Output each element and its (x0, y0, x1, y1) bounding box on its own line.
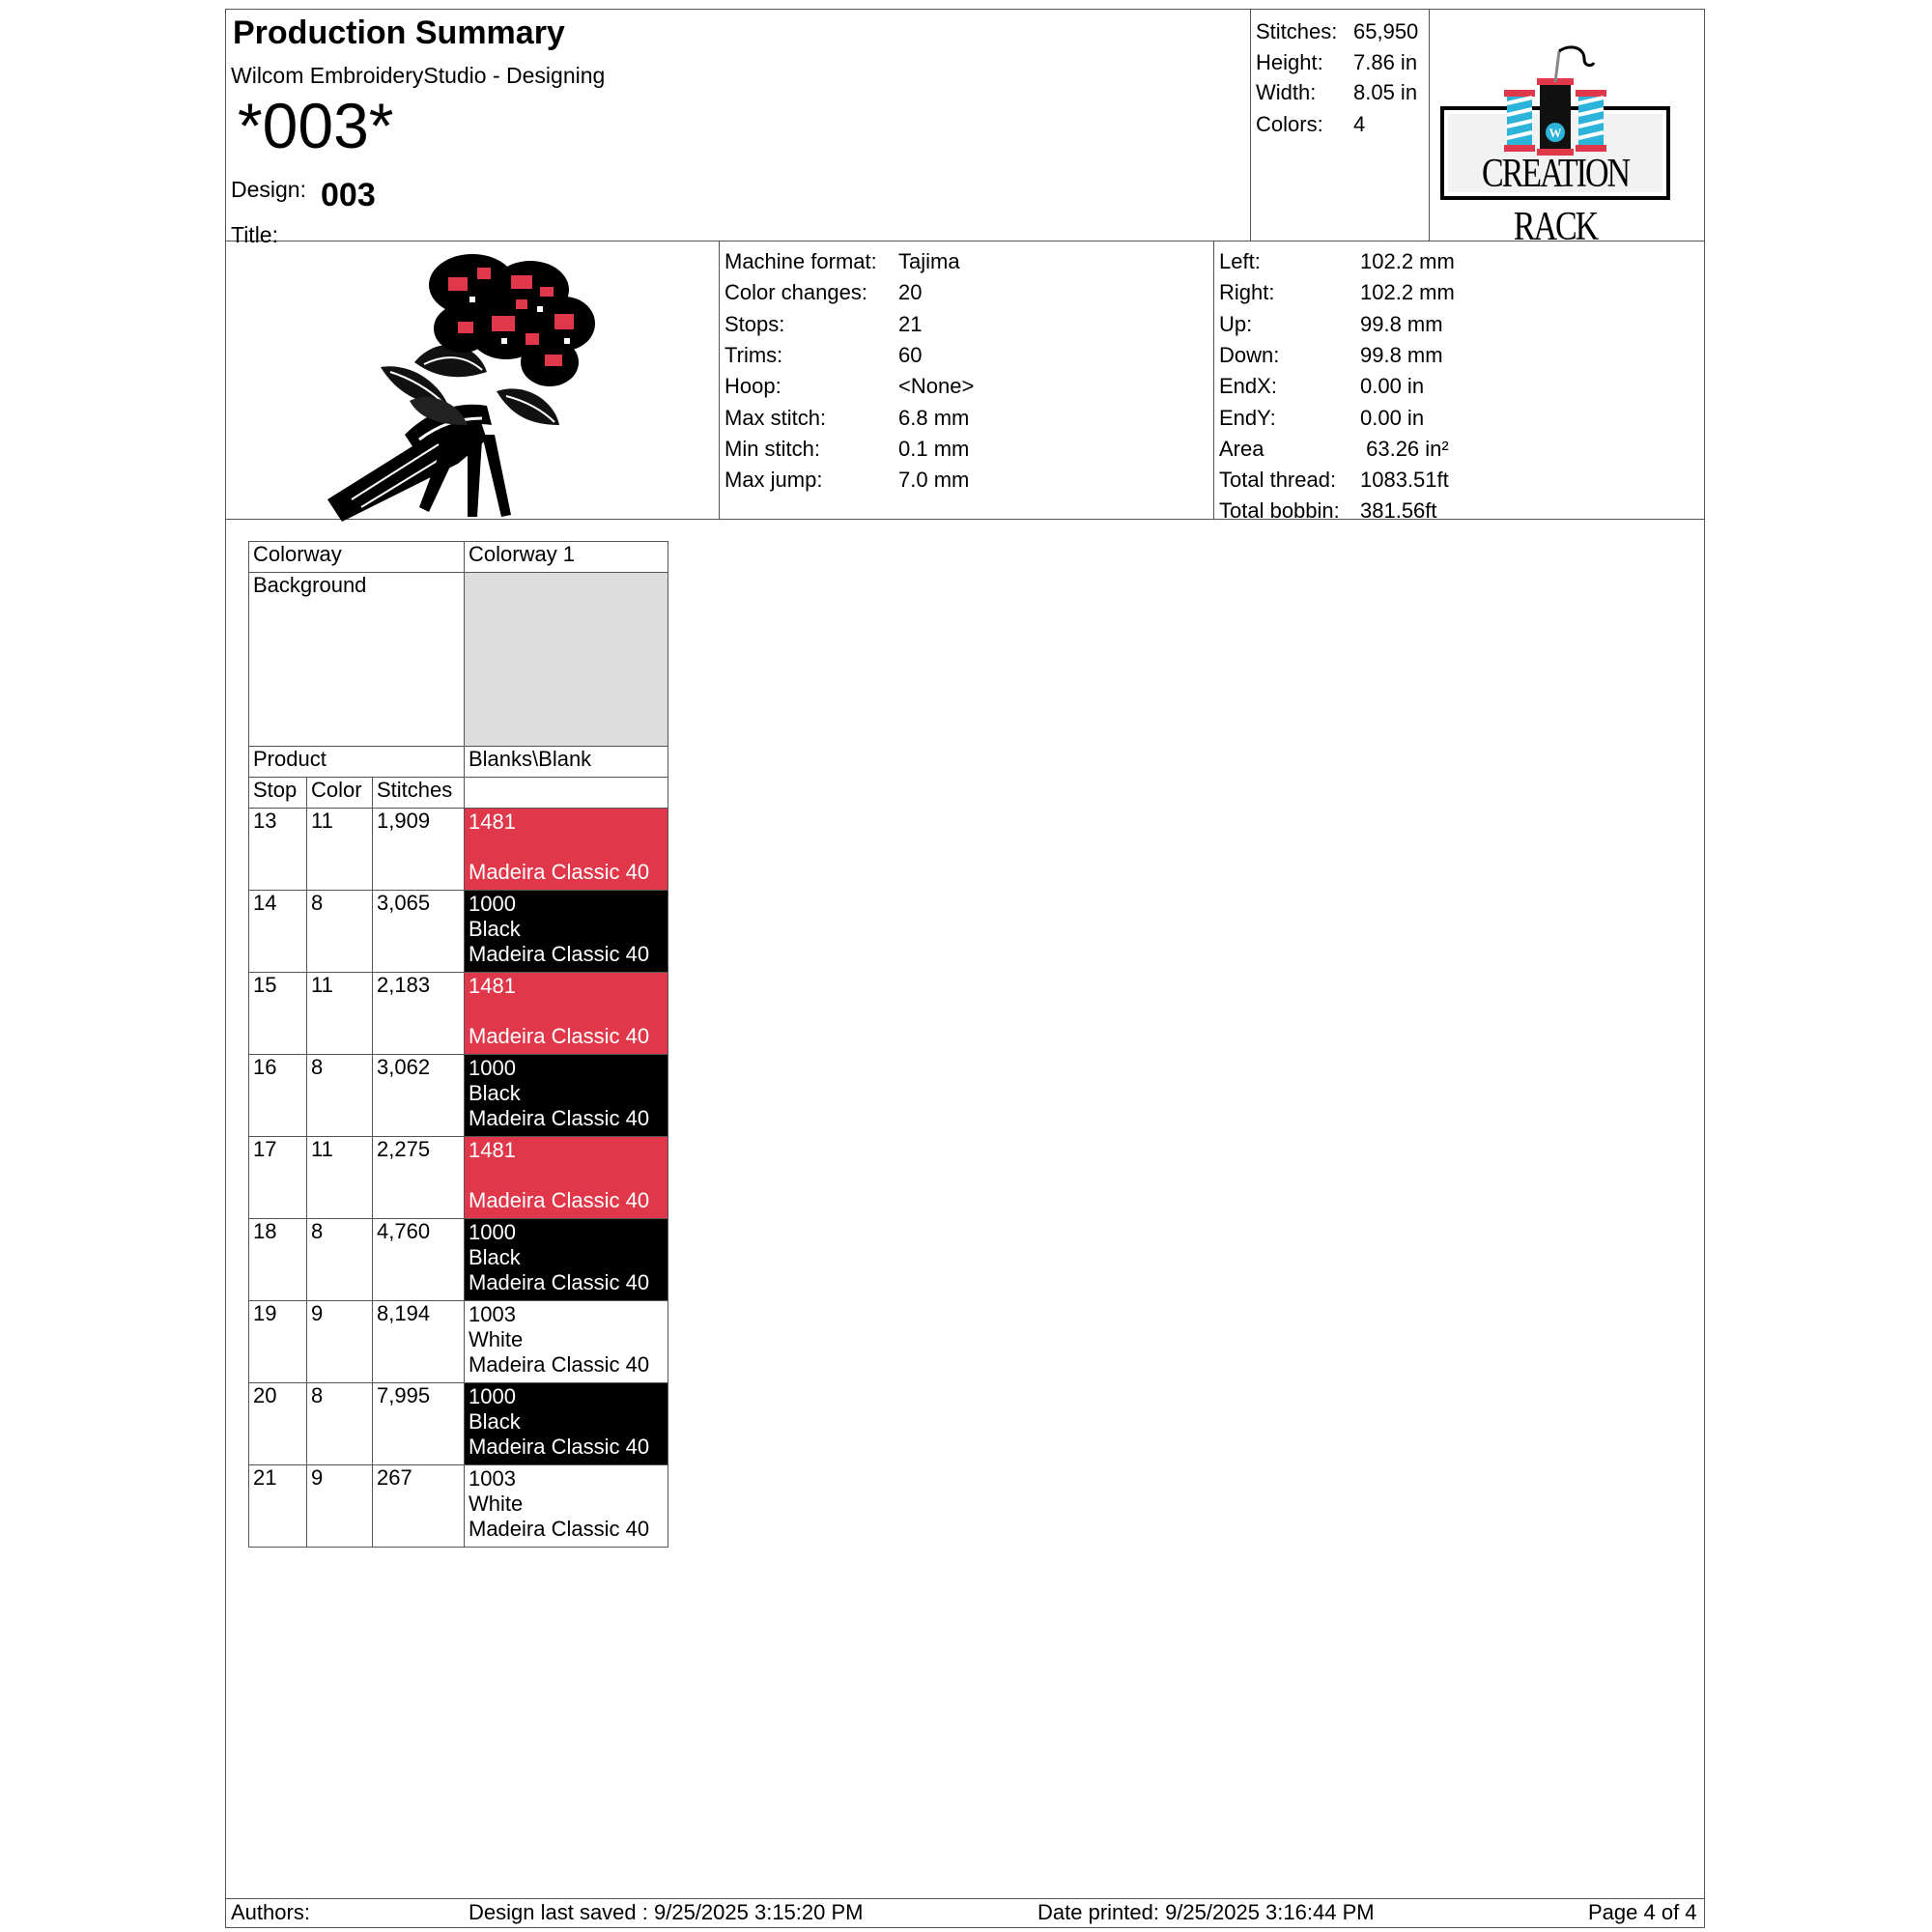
cell-stop: 20 (249, 1383, 307, 1465)
extent-value: 102.2 mm (1360, 249, 1455, 273)
extent-value: 0.00 in (1360, 406, 1425, 430)
summary-value: 4 (1353, 112, 1366, 136)
thread-name: Black (469, 1081, 521, 1105)
cell-stitches: 3,062 (373, 1055, 465, 1137)
thread-name (469, 835, 664, 860)
cell-stop: 13 (249, 809, 307, 891)
thread-thread: Madeira Classic 40 (469, 1106, 650, 1130)
svg-text:W: W (1548, 126, 1562, 140)
design-code-large: *003* (238, 90, 394, 161)
machine-label: Max jump: (724, 468, 823, 492)
machine-value: 60 (898, 343, 923, 367)
logo-divider (1429, 10, 1430, 241)
cell-stitches: 2,183 (373, 973, 465, 1055)
summary-label: Colors: (1256, 112, 1323, 136)
machine-label: Machine format: (724, 249, 877, 273)
extent-value: 99.8 mm (1360, 343, 1443, 367)
thread-code: 1000 (469, 1056, 516, 1080)
thread-thread: Madeira Classic 40 (469, 1352, 650, 1377)
machine-label: Hoop: (724, 374, 781, 398)
thread-swatch (465, 1219, 668, 1301)
production-summary-page (225, 9, 1705, 1928)
table-row (249, 1301, 668, 1383)
summary-label: Width: (1256, 80, 1317, 104)
summary-value: 7.86 in (1353, 50, 1418, 74)
extent-value: 1083.51ft (1360, 468, 1449, 492)
machine-value: Tajima (898, 249, 960, 273)
machine-value: 6.8 mm (898, 406, 970, 430)
footer-authors: Authors: (231, 1900, 310, 1924)
colorway-header-row (249, 542, 668, 573)
extent-label: Down: (1219, 343, 1280, 367)
extent-value: 381.56ft (1360, 498, 1437, 523)
summary-value: 8.05 in (1353, 80, 1418, 104)
machine-divider (719, 241, 720, 519)
table-row (249, 891, 668, 973)
background-row (249, 573, 668, 747)
table-row (249, 973, 668, 1055)
extent-value: 0.00 in (1360, 374, 1425, 398)
cell-color: 8 (307, 891, 373, 973)
cell-stitches: 2,275 (373, 1137, 465, 1219)
cell-stitches: 4,760 (373, 1219, 465, 1301)
page-title: Production Summary (233, 14, 565, 51)
machine-value: 21 (898, 312, 923, 336)
extent-label: Right: (1219, 280, 1275, 304)
thread-code: 1481 (469, 810, 516, 834)
thread-thread: Madeira Classic 40 (469, 942, 650, 966)
thread-name (469, 1163, 664, 1188)
thread-name: White (469, 1492, 524, 1516)
summary-label: Stitches: (1256, 19, 1338, 43)
extent-value: 99.8 mm (1360, 312, 1443, 336)
thread-name: Black (469, 917, 521, 941)
thread-name: Black (469, 1409, 521, 1434)
cell-stitches: 8,194 (373, 1301, 465, 1383)
table-row (249, 1383, 668, 1465)
table-row (249, 809, 668, 891)
thread-name: White (469, 1327, 524, 1351)
cell-stop: 21 (249, 1465, 307, 1548)
thread-swatch (465, 1055, 668, 1137)
thread-swatch (465, 973, 668, 1055)
thread-code: 1000 (469, 892, 516, 916)
column-header: Stitches (373, 778, 465, 809)
cell-color: 11 (307, 973, 373, 1055)
background-swatch (465, 573, 668, 747)
creation-rack-logo (1439, 43, 1671, 249)
cell-stitches: 267 (373, 1465, 465, 1548)
extent-label: EndX: (1219, 374, 1277, 398)
footer-page: Page 4 of 4 (1588, 1900, 1697, 1924)
thread-swatch (465, 1465, 668, 1548)
thread-thread: Madeira Classic 40 (469, 1024, 650, 1048)
cell-stitches: 7,995 (373, 1383, 465, 1465)
footer-saved: Design last saved : 9/25/2025 3:15:20 PM (469, 1900, 864, 1924)
machine-value: 7.0 mm (898, 468, 970, 492)
thread-swatch (465, 1137, 668, 1219)
cell-color: 8 (307, 1383, 373, 1465)
thread-name (469, 999, 664, 1024)
thread-code: 1003 (469, 1466, 516, 1491)
cell-color: 8 (307, 1219, 373, 1301)
product-row (249, 747, 668, 778)
cell-stop: 17 (249, 1137, 307, 1219)
summary-divider (1250, 10, 1251, 241)
extent-label: Area (1219, 437, 1264, 461)
background-label: Background (249, 573, 465, 747)
colorway-rows (249, 809, 668, 1548)
product-value: Blanks\Blank (465, 747, 668, 778)
thread-code: 1000 (469, 1384, 516, 1408)
cell-stop: 15 (249, 973, 307, 1055)
colorway-value: Colorway 1 (465, 542, 668, 573)
thread-code: 1000 (469, 1220, 516, 1244)
thread-code: 1481 (469, 974, 516, 998)
app-subtitle: Wilcom EmbroideryStudio - Designing (231, 63, 606, 88)
title-label: Title: (231, 222, 278, 247)
colorway-table (248, 541, 668, 1548)
machine-value: 0.1 mm (898, 437, 970, 461)
thread-code: 1481 (469, 1138, 516, 1162)
extent-value: 102.2 mm (1360, 280, 1455, 304)
cell-color: 9 (307, 1465, 373, 1548)
summary-value: 65,950 (1353, 19, 1419, 43)
design-label: Design: (231, 177, 306, 202)
machine-value: <None> (898, 374, 975, 398)
table-row (249, 1465, 668, 1548)
column-header: Stop (249, 778, 307, 809)
extent-label: Total bobbin: (1219, 498, 1340, 523)
extent-label: Left: (1219, 249, 1261, 273)
product-label: Product (249, 747, 465, 778)
cell-stitches: 1,909 (373, 809, 465, 891)
cell-color: 11 (307, 1137, 373, 1219)
thread-swatch (465, 891, 668, 973)
cell-color: 11 (307, 809, 373, 891)
machine-label: Color changes: (724, 280, 867, 304)
footer-printed: Date printed: 9/25/2025 3:16:44 PM (1037, 1900, 1375, 1924)
cell-color: 9 (307, 1301, 373, 1383)
machine-label: Trims: (724, 343, 783, 367)
extent-label: Total thread: (1219, 468, 1337, 492)
table-row (249, 1219, 668, 1301)
footer-divider (226, 1898, 1704, 1899)
thread-code: 1003 (469, 1302, 516, 1326)
extent-value: 63.26 in² (1360, 437, 1449, 461)
machine-label: Stops: (724, 312, 785, 336)
rose-bouquet-icon (323, 246, 612, 526)
extent-label: Up: (1219, 312, 1253, 336)
column-header-empty (465, 778, 668, 809)
machine-label: Min stitch: (724, 437, 821, 461)
thread-swatch (465, 1383, 668, 1465)
table-row (249, 1055, 668, 1137)
extents-divider (1213, 241, 1214, 519)
cell-stitches: 3,065 (373, 891, 465, 973)
logo-text: CREATION RACK (1481, 151, 1630, 249)
column-header: Color (307, 778, 373, 809)
table-row (249, 1137, 668, 1219)
colorway-label: Colorway (249, 542, 465, 573)
thread-thread: Madeira Classic 40 (469, 1270, 650, 1294)
machine-label: Max stitch: (724, 406, 827, 430)
thread-thread: Madeira Classic 40 (469, 860, 650, 884)
cell-color: 8 (307, 1055, 373, 1137)
summary-label: Height: (1256, 50, 1323, 74)
cell-stop: 16 (249, 1055, 307, 1137)
design-preview-image (323, 246, 612, 526)
thread-name: Black (469, 1245, 521, 1269)
cell-stop: 19 (249, 1301, 307, 1383)
column-header-row (249, 778, 668, 809)
extent-label: EndY: (1219, 406, 1276, 430)
thread-swatch (465, 1301, 668, 1383)
machine-value: 20 (898, 280, 923, 304)
cell-stop: 14 (249, 891, 307, 973)
thread-thread: Madeira Classic 40 (469, 1435, 650, 1459)
design-value: 003 (321, 177, 376, 213)
thread-swatch (465, 809, 668, 891)
cell-stop: 18 (249, 1219, 307, 1301)
thread-thread: Madeira Classic 40 (469, 1188, 650, 1212)
thread-thread: Madeira Classic 40 (469, 1517, 650, 1541)
